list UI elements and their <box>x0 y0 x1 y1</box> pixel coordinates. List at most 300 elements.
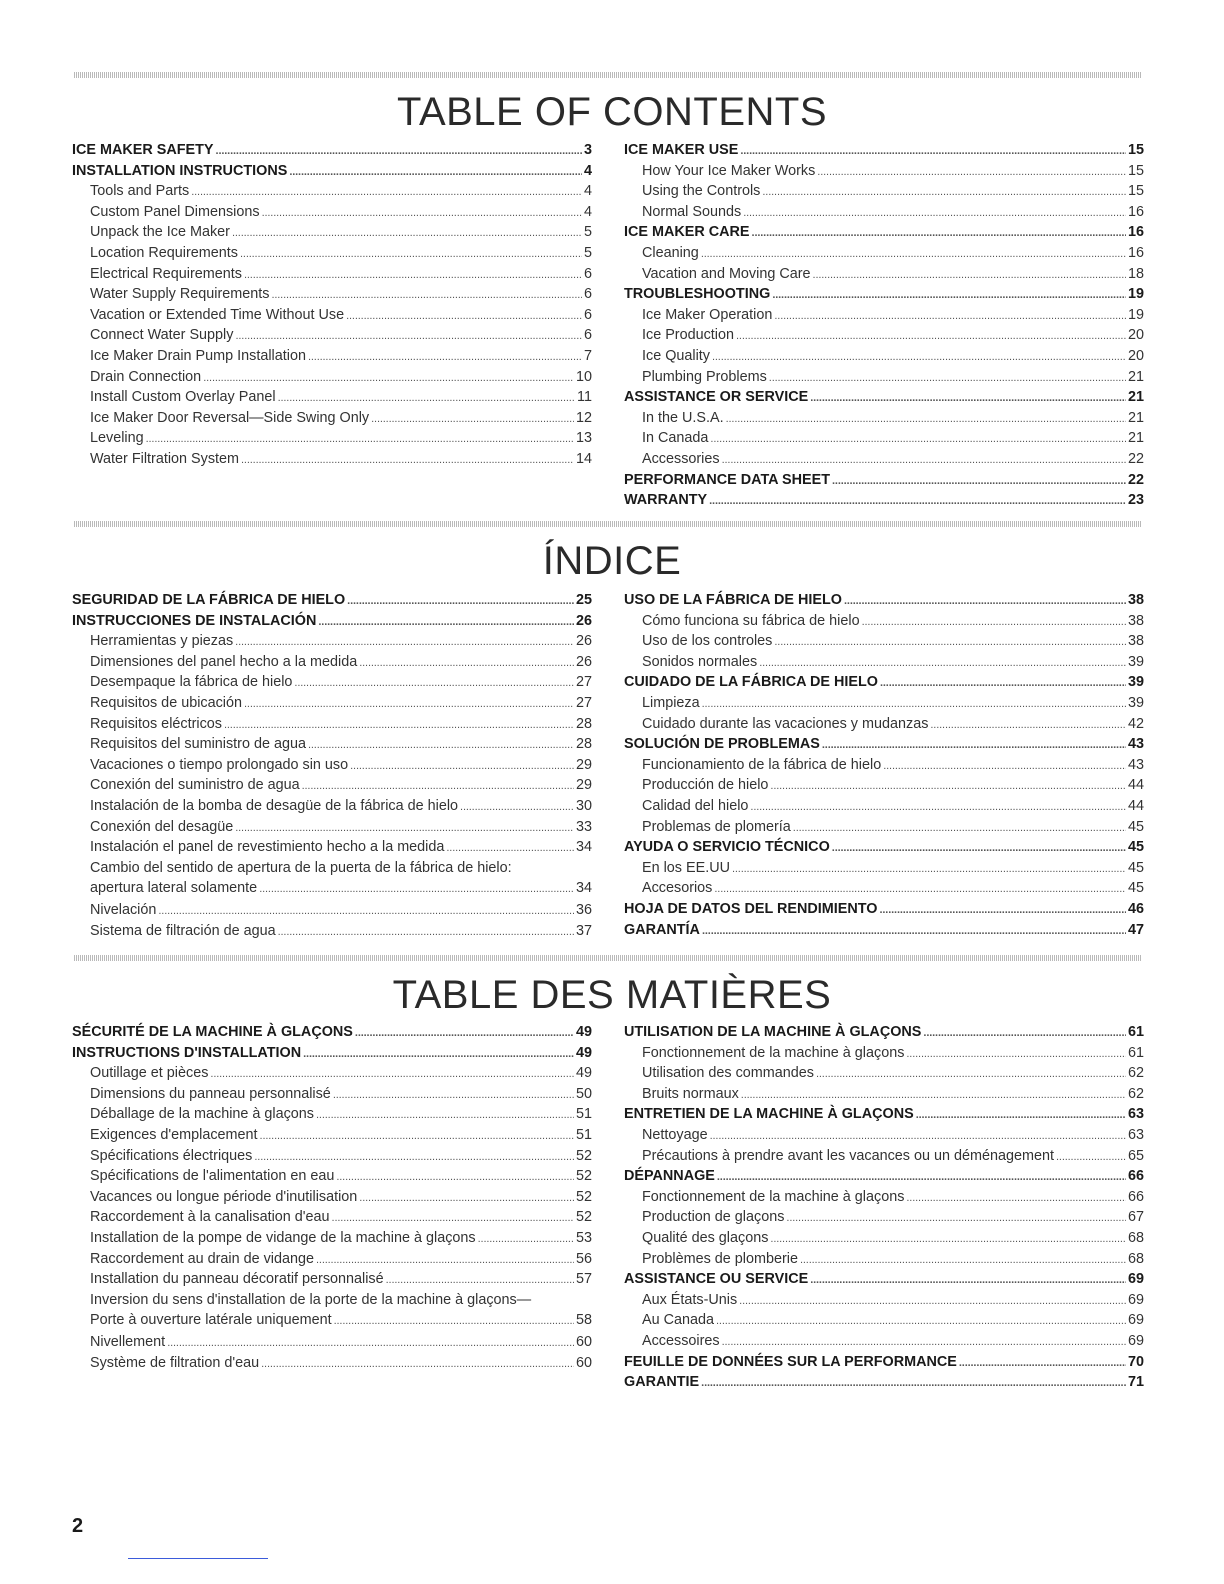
toc-entry-tools-and-parts[interactable] <box>72 181 592 202</box>
entry-label: Accessoires <box>642 1332 720 1349</box>
page-ref: 23 <box>1127 492 1144 509</box>
toc-entry-warranty[interactable] <box>624 490 1144 511</box>
dot-leader <box>232 223 582 244</box>
dot-leader <box>302 776 574 797</box>
toc-entry-in-canada[interactable] <box>624 428 1144 449</box>
toc-entry-utilisation-des-commandes[interactable] <box>624 1063 1144 1084</box>
page-ref: 63 <box>1127 1106 1144 1123</box>
page-ref: 69 <box>1127 1312 1144 1329</box>
entry-label: Déballage de la machine à glaçons <box>90 1106 315 1123</box>
entry-label: Ice Maker Drain Pump Installation <box>90 347 306 364</box>
entry-label: Herramientas y piezas <box>90 633 234 650</box>
entry-label: Plumbing Problems <box>642 368 767 385</box>
entry-label: Accesorios <box>642 880 713 897</box>
dot-leader <box>883 756 1126 777</box>
entry-label: Bruits normaux <box>642 1085 739 1102</box>
toc-entry-cuidado-durante-las-vacaciones-y-mudanza[interactable] <box>624 714 1144 735</box>
entry-label: Installation du panneau décoratif personnalisé <box>90 1271 384 1288</box>
toc-entry-problemes-de-plomberie[interactable] <box>624 1249 1144 1270</box>
toc-entry-feuille-de-donnees-sur-la-performance[interactable] <box>624 1352 1144 1373</box>
toc-entry-troubleshooting[interactable] <box>624 284 1144 305</box>
toc-entry-ayuda-o-servicio-tecnico[interactable] <box>624 837 1144 858</box>
dot-leader <box>235 818 574 839</box>
toc-entry-systeme-de-filtration-d-eau[interactable] <box>72 1353 592 1374</box>
toc-entry-assistance-or-service[interactable] <box>624 387 1144 408</box>
entry-label: INSTRUCCIONES DE INSTALACIÓN <box>72 612 317 629</box>
toc-entry-vacation-and-moving-care[interactable] <box>624 264 1144 285</box>
toc-entry-limpieza[interactable] <box>624 693 1144 714</box>
entry-label: Limpieza <box>642 694 700 711</box>
toc-entry-instalacion-el-panel-de-revestimiento-he[interactable] <box>72 837 592 858</box>
dot-leader <box>235 326 582 347</box>
toc-entry-instrucciones-de-instalacion[interactable] <box>72 611 592 632</box>
section-title-spanish: ÍNDICE <box>542 539 682 583</box>
toc-entry-herramientas-y-piezas[interactable] <box>72 631 592 652</box>
entry-label: Location Requirements <box>90 244 238 261</box>
dot-leader <box>930 715 1126 736</box>
toc-entry-in-the-u-s-a[interactable] <box>624 408 1144 429</box>
page-ref: 43 <box>1127 756 1144 773</box>
page-ref: 7 <box>583 347 592 364</box>
toc-entry-conexion-del-desague[interactable] <box>72 817 592 838</box>
page-ref: 10 <box>575 368 592 385</box>
dot-leader <box>702 694 1126 715</box>
toc-entry-calidad-del-hielo[interactable] <box>624 796 1144 817</box>
toc-entry-depannage[interactable] <box>624 1166 1144 1187</box>
entry-label: Outillage et pièces <box>90 1065 209 1082</box>
toc-entry-how-your-ice-maker-works[interactable] <box>624 161 1144 182</box>
page-ref: 22 <box>1127 471 1144 488</box>
dot-leader <box>334 1311 574 1332</box>
toc-entry-requisitos-del-suministro-de-agua[interactable] <box>72 734 592 755</box>
toc-entry-location-requirements[interactable] <box>72 243 592 264</box>
toc-entry-desempaque-la-fabrica-de-hielo[interactable] <box>72 672 592 693</box>
dot-leader <box>732 859 1126 880</box>
entry-label: Sistema de filtración de agua <box>90 922 276 939</box>
page-ref: 30 <box>575 797 592 814</box>
toc-entry-en-los-ee-uu[interactable] <box>624 858 1144 879</box>
entry-label: Custom Panel Dimensions <box>90 203 260 220</box>
page-ref: 21 <box>1127 368 1144 385</box>
toc-entry-produccion-de-hielo[interactable] <box>624 775 1144 796</box>
toc-entry-uso-de-los-controles[interactable] <box>624 631 1144 652</box>
entry-label: Producción de hielo <box>642 777 769 794</box>
dot-leader <box>158 901 574 922</box>
page-ref: 13 <box>575 430 592 447</box>
page-ref: 65 <box>1127 1147 1144 1164</box>
page-ref: 6 <box>583 265 592 282</box>
page-ref: 26 <box>575 612 592 629</box>
entry-label: Accessories <box>642 450 720 467</box>
toc-entry-deballage-de-la-machine-a-glacons[interactable] <box>72 1104 592 1125</box>
toc-entry-seguridad-de-la-fabrica-de-hielo[interactable] <box>72 590 592 611</box>
entry-label: Ice Quality <box>642 347 710 364</box>
page-ref: 21 <box>1127 430 1144 447</box>
dot-leader <box>710 429 1126 450</box>
entry-label: ICE MAKER USE <box>624 142 739 158</box>
toc-entry-vacaciones-o-tiempo-prolongado-sin-uso[interactable] <box>72 755 592 776</box>
toc-entry-vacances-ou-longue-periode-d-inutilisati[interactable] <box>72 1187 592 1208</box>
toc-entry-dimensions-du-panneau-personnalise[interactable] <box>72 1084 592 1105</box>
entry-label: Drain Connection <box>90 368 202 385</box>
dot-leader <box>235 632 574 653</box>
toc-entry-raccordement-a-la-canalisation-d-eau[interactable] <box>72 1207 592 1228</box>
toc-entry-bruits-normaux[interactable] <box>624 1084 1144 1105</box>
section-divider-top <box>74 72 1142 78</box>
entry-label: FEUILLE DE DONNÉES SUR LA PERFORMANCE <box>624 1353 957 1370</box>
entry-label: Conexión del suministro de agua <box>90 777 300 794</box>
page-ref: 71 <box>1127 1374 1144 1391</box>
toc-entry-hoja-de-datos-del-rendimiento[interactable] <box>624 899 1144 920</box>
page-ref: 38 <box>1127 633 1144 650</box>
toc-english-left-column <box>72 140 592 470</box>
entry-label: Installation de la pompe de vidange de la machine à glaçons <box>90 1229 476 1246</box>
entry-label: Raccordement au drain de vidange <box>90 1250 314 1267</box>
dot-leader <box>210 1064 574 1085</box>
page-ref: 50 <box>575 1085 592 1102</box>
dot-leader <box>216 141 582 162</box>
page-ref: 16 <box>1127 224 1144 241</box>
toc-entry-instalacion-de-la-bomba-de-desague-de-la[interactable] <box>72 796 592 817</box>
toc-entry-plumbing-problems[interactable] <box>624 367 1144 388</box>
toc-entry-como-funciona-su-fabrica-de-hielo[interactable] <box>624 611 1144 632</box>
page-ref: 19 <box>1127 306 1144 323</box>
toc-entry-aux-etats-unis[interactable] <box>624 1290 1144 1311</box>
dot-leader <box>774 632 1126 653</box>
toc-entry-cleaning[interactable] <box>624 243 1144 264</box>
toc-entry-water-supply-requirements[interactable] <box>72 284 592 305</box>
page-ref: 11 <box>577 389 592 406</box>
page-ref: 15 <box>1127 142 1144 158</box>
dot-leader <box>813 265 1126 286</box>
toc-entry-installation-instructions[interactable] <box>72 161 592 182</box>
dot-leader <box>770 1229 1126 1250</box>
page-ref: 20 <box>1127 327 1144 344</box>
entry-label: En los EE.UU <box>642 859 730 876</box>
page-ref: 25 <box>575 592 592 608</box>
page-ref: 26 <box>575 633 592 650</box>
toc-entry-vacation-or-extended-time-without-use[interactable] <box>72 305 592 326</box>
toc-entry-installation-du-panneau-decoratif-person[interactable] <box>72 1269 592 1290</box>
page-ref: 27 <box>575 674 592 691</box>
page-ref: 26 <box>575 653 592 670</box>
toc-entry-unpack-the-ice-maker[interactable] <box>72 222 592 243</box>
dot-leader <box>709 491 1126 512</box>
toc-entry-ice-maker-safety[interactable] <box>72 140 592 161</box>
dot-leader <box>832 838 1126 859</box>
entry-label: Nettoyage <box>642 1126 708 1143</box>
entry-label: Tools and Parts <box>90 183 190 200</box>
entry-label-continued: Porte à ouverture latérale uniquement <box>90 1312 332 1329</box>
dot-leader <box>800 1250 1126 1271</box>
page-ref: 66 <box>1127 1188 1144 1205</box>
toc-entry-electrical-requirements[interactable] <box>72 264 592 285</box>
entry-label: Production de glaçons <box>642 1209 785 1226</box>
toc-entry-water-filtration-system[interactable] <box>72 449 592 470</box>
page-ref: 47 <box>1127 921 1144 938</box>
dot-leader <box>446 838 574 859</box>
toc-entry-ice-maker-drain-pump-installation[interactable] <box>72 346 592 367</box>
page-ref: 4 <box>583 162 592 179</box>
dot-leader <box>478 1229 574 1250</box>
entry-label: Instalación de la bomba de desagüe de la fábrica de hielo <box>90 797 459 814</box>
dot-leader <box>260 1126 574 1147</box>
footer-link-underline <box>128 1558 268 1559</box>
entry-label: Inversion du sens d'installation de la porte de la machine à glaçons— <box>90 1291 532 1308</box>
toc-entry-custom-panel-dimensions[interactable] <box>72 202 592 223</box>
dot-leader <box>716 1311 1126 1332</box>
dot-leader <box>714 879 1126 900</box>
page-ref: 53 <box>575 1229 592 1246</box>
page-ref: 39 <box>1127 653 1144 670</box>
toc-entry-precautions-a-prendre-avant-les-vacances[interactable] <box>624 1146 1144 1167</box>
page-ref: 52 <box>575 1209 592 1226</box>
page-ref: 44 <box>1127 777 1144 794</box>
dot-leader <box>774 306 1126 327</box>
toc-entry-ice-production[interactable] <box>624 325 1144 346</box>
entry-label: Using the Controls <box>642 183 761 200</box>
section-divider-bottom <box>74 955 1142 961</box>
page-ref: 49 <box>575 1065 592 1082</box>
toc-entry-entretien-de-la-machine-a-glacons[interactable] <box>624 1104 1144 1125</box>
dot-leader <box>743 203 1126 224</box>
toc-entry-solucion-de-problemas[interactable] <box>624 734 1144 755</box>
entry-label: Fonctionnement de la machine à glaçons <box>642 1044 905 1061</box>
dot-leader <box>278 388 575 409</box>
toc-entry-normal-sounds[interactable] <box>624 202 1144 223</box>
dot-leader <box>333 1085 574 1106</box>
entry-label: Funcionamiento de la fábrica de hielo <box>642 756 882 773</box>
page-ref: 16 <box>1127 203 1144 220</box>
entry-label: How Your Ice Maker Works <box>642 162 816 179</box>
toc-entry-fonctionnement-de-la-machine-a-glacons[interactable] <box>624 1187 1144 1208</box>
page-ref: 27 <box>575 694 592 711</box>
dot-leader <box>739 1291 1126 1312</box>
toc-entry-accessories[interactable] <box>624 449 1144 470</box>
toc-entry-cuidado-de-la-fabrica-de-hielo[interactable] <box>624 672 1144 693</box>
page-ref: 51 <box>575 1106 592 1123</box>
dot-leader <box>303 1044 574 1065</box>
toc-entry-funcionamiento-de-la-fabrica-de-hielo[interactable] <box>624 755 1144 776</box>
page-ref: 68 <box>1127 1229 1144 1246</box>
toc-entry-using-the-controls[interactable] <box>624 181 1144 202</box>
page-ref: 43 <box>1127 736 1144 753</box>
page-number: 2 <box>72 1515 84 1537</box>
page-ref: 28 <box>575 715 592 732</box>
entry-label: SOLUCIÓN DE PROBLEMAS <box>624 736 820 753</box>
page-ref: 63 <box>1127 1126 1144 1143</box>
toc-entry-nivelacion[interactable] <box>72 900 592 921</box>
entry-label: Water Supply Requirements <box>90 286 270 303</box>
section-divider-middle <box>74 521 1142 527</box>
page-ref: 56 <box>575 1250 592 1267</box>
toc-entry-drain-connection[interactable] <box>72 367 592 388</box>
entry-label: Cómo funciona su fábrica de hielo <box>642 612 860 629</box>
page-ref: 5 <box>583 224 592 241</box>
dot-leader <box>308 735 574 756</box>
page-ref: 67 <box>1127 1209 1144 1226</box>
toc-entry-inversion-du-sens-d-installation-de-la-p[interactable] <box>72 1290 592 1332</box>
page-ref: 68 <box>1127 1250 1144 1267</box>
page-ref: 44 <box>1127 797 1144 814</box>
page-ref: 15 <box>1127 162 1144 179</box>
toc-entry-cambio-del-sentido-de-apertura-de-la-pue[interactable] <box>72 858 592 900</box>
toc-spanish-right-column <box>624 590 1144 940</box>
page-ref: 52 <box>575 1147 592 1164</box>
page-ref: 19 <box>1127 286 1144 303</box>
toc-entry-instructions-d-installation[interactable] <box>72 1043 592 1064</box>
toc-entry-conexion-del-suministro-de-agua[interactable] <box>72 775 592 796</box>
entry-label: Calidad del hielo <box>642 797 749 814</box>
entry-label: Vacaciones o tiempo prolongado sin uso <box>90 756 349 773</box>
toc-entry-ice-maker-operation[interactable] <box>624 305 1144 326</box>
dot-leader <box>786 1208 1126 1229</box>
toc-entry-dimensiones-del-panel-hecho-a-la-medida[interactable] <box>72 652 592 673</box>
entry-label: Leveling <box>90 430 144 447</box>
toc-entry-garantia[interactable] <box>624 920 1144 941</box>
toc-entry-nettoyage[interactable] <box>624 1125 1144 1146</box>
page-ref: 69 <box>1127 1332 1144 1349</box>
entry-label: ASSISTANCE OU SERVICE <box>624 1271 809 1288</box>
entry-label: Système de filtration d'eau <box>90 1354 260 1371</box>
dot-leader <box>332 1208 574 1229</box>
toc-entry-production-de-glacons[interactable] <box>624 1207 1144 1228</box>
entry-label: Nivelación <box>90 901 157 918</box>
page-ref: 18 <box>1127 265 1144 282</box>
toc-entry-performance-data-sheet[interactable] <box>624 470 1144 491</box>
dot-leader <box>167 1333 574 1354</box>
toc-french-right-column <box>624 1022 1144 1393</box>
toc-entry-problemas-de-plomeria[interactable] <box>624 817 1144 838</box>
page-ref: 46 <box>1127 900 1144 917</box>
page-ref: 61 <box>1127 1024 1144 1040</box>
toc-entry-sonidos-normales[interactable] <box>624 652 1144 673</box>
dot-leader <box>347 591 574 612</box>
toc-entry-requisitos-de-ubicacion[interactable] <box>72 693 592 714</box>
entry-label: Nivellement <box>90 1333 166 1350</box>
dot-leader <box>146 429 574 450</box>
toc-entry-exigences-d-emplacement[interactable] <box>72 1125 592 1146</box>
entry-label: Desempaque la fábrica de hielo <box>90 674 293 691</box>
toc-entry-au-canada[interactable] <box>624 1310 1144 1331</box>
toc-entry-nivellement[interactable] <box>72 1332 592 1353</box>
page-ref: 52 <box>575 1168 592 1185</box>
dot-leader <box>701 1373 1126 1394</box>
dot-leader <box>822 735 1126 756</box>
toc-entry-specifications-de-l-alimentation-en-eau[interactable] <box>72 1166 592 1187</box>
entry-label: Au Canada <box>642 1312 715 1329</box>
page-ref: 57 <box>575 1271 592 1288</box>
dot-leader <box>772 285 1126 306</box>
entry-label: Sonidos normales <box>642 653 758 670</box>
page-ref: 51 <box>575 1126 592 1143</box>
page-ref: 33 <box>575 818 592 835</box>
dot-leader <box>271 285 582 306</box>
entry-label: Aux États-Unis <box>642 1291 738 1308</box>
toc-entry-fonctionnement-de-la-machine-a-glacons[interactable] <box>624 1043 1144 1064</box>
toc-entry-installation-de-la-pompe-de-vidange-de-l[interactable] <box>72 1228 592 1249</box>
page-ref: 38 <box>1127 592 1144 608</box>
toc-entry-sistema-de-filtracion-de-agua[interactable] <box>72 921 592 942</box>
dot-leader <box>916 1105 1126 1126</box>
entry-label: Utilisation des commandes <box>642 1065 814 1082</box>
page-ref: 29 <box>575 777 592 794</box>
toc-entry-garantie[interactable] <box>624 1372 1144 1393</box>
page-ref: 69 <box>1127 1291 1144 1308</box>
toc-entry-securite-de-la-machine-a-glacons[interactable] <box>72 1022 592 1043</box>
page-ref: 4 <box>583 183 592 200</box>
dot-leader <box>923 1023 1126 1044</box>
toc-entry-install-custom-overlay-panel[interactable] <box>72 387 592 408</box>
dot-leader <box>355 1023 574 1044</box>
toc-entry-outillage-et-pieces[interactable] <box>72 1063 592 1084</box>
dot-leader <box>832 471 1126 492</box>
dot-leader <box>750 797 1126 818</box>
dot-leader <box>254 1147 574 1168</box>
dot-leader <box>810 1270 1126 1291</box>
toc-entry-qualite-des-glacons[interactable] <box>624 1228 1144 1249</box>
entry-label: Water Filtration System <box>90 450 240 467</box>
entry-label: ICE MAKER CARE <box>624 224 750 241</box>
dot-leader <box>240 244 582 265</box>
toc-entry-raccordement-au-drain-de-vidange[interactable] <box>72 1249 592 1270</box>
entry-label: ASSISTANCE OR SERVICE <box>624 389 809 406</box>
toc-entry-utilisation-de-la-machine-a-glacons[interactable] <box>624 1022 1144 1043</box>
dot-leader <box>224 715 574 736</box>
dot-leader <box>371 409 574 430</box>
dot-leader <box>244 265 582 286</box>
dot-leader <box>702 921 1126 942</box>
toc-entry-accessoires[interactable] <box>624 1331 1144 1352</box>
toc-entry-leveling[interactable] <box>72 428 592 449</box>
toc-entry-connect-water-supply[interactable] <box>72 325 592 346</box>
dot-leader <box>906 1044 1126 1065</box>
toc-entry-ice-quality[interactable] <box>624 346 1144 367</box>
dot-leader <box>769 368 1126 389</box>
toc-entry-specifications-electriques[interactable] <box>72 1146 592 1167</box>
dot-leader <box>722 450 1126 471</box>
toc-entry-requisitos-electricos[interactable] <box>72 714 592 735</box>
entry-label: Requisitos del suministro de agua <box>90 736 306 753</box>
entry-label: WARRANTY <box>624 492 708 509</box>
entry-label-continued: apertura lateral solamente <box>90 880 258 897</box>
dot-leader <box>741 1085 1126 1106</box>
entry-label: Dimensiones del panel hecho a la medida <box>90 653 358 670</box>
toc-entry-uso-de-la-fabrica-de-hielo[interactable] <box>624 590 1144 611</box>
page-ref: 15 <box>1127 183 1144 200</box>
page-ref: 49 <box>575 1024 592 1040</box>
toc-entry-ice-maker-use[interactable] <box>624 140 1144 161</box>
toc-entry-ice-maker-door-reversal-side-swing-only[interactable] <box>72 408 592 429</box>
page-ref: 3 <box>583 142 592 158</box>
page-ref: 14 <box>575 450 592 467</box>
entry-label: Ice Maker Door Reversal—Side Swing Only <box>90 409 370 426</box>
page-ref: 6 <box>583 286 592 303</box>
entry-label: Vacation and Moving Care <box>642 265 811 282</box>
toc-entry-assistance-ou-service[interactable] <box>624 1269 1144 1290</box>
entry-label: HOJA DE DATOS DEL RENDIMIENTO <box>624 900 878 917</box>
toc-entry-ice-maker-care[interactable] <box>624 222 1144 243</box>
toc-entry-accesorios[interactable] <box>624 878 1144 899</box>
page-ref: 69 <box>1127 1271 1144 1288</box>
entry-label: Exigences d'emplacement <box>90 1126 258 1143</box>
toc-english-right-column <box>624 140 1144 511</box>
dot-leader <box>810 388 1126 409</box>
dot-leader <box>386 1270 574 1291</box>
dot-leader <box>880 673 1126 694</box>
entry-label: Qualité des glaçons <box>642 1229 769 1246</box>
entry-label: Ice Production <box>642 327 734 344</box>
